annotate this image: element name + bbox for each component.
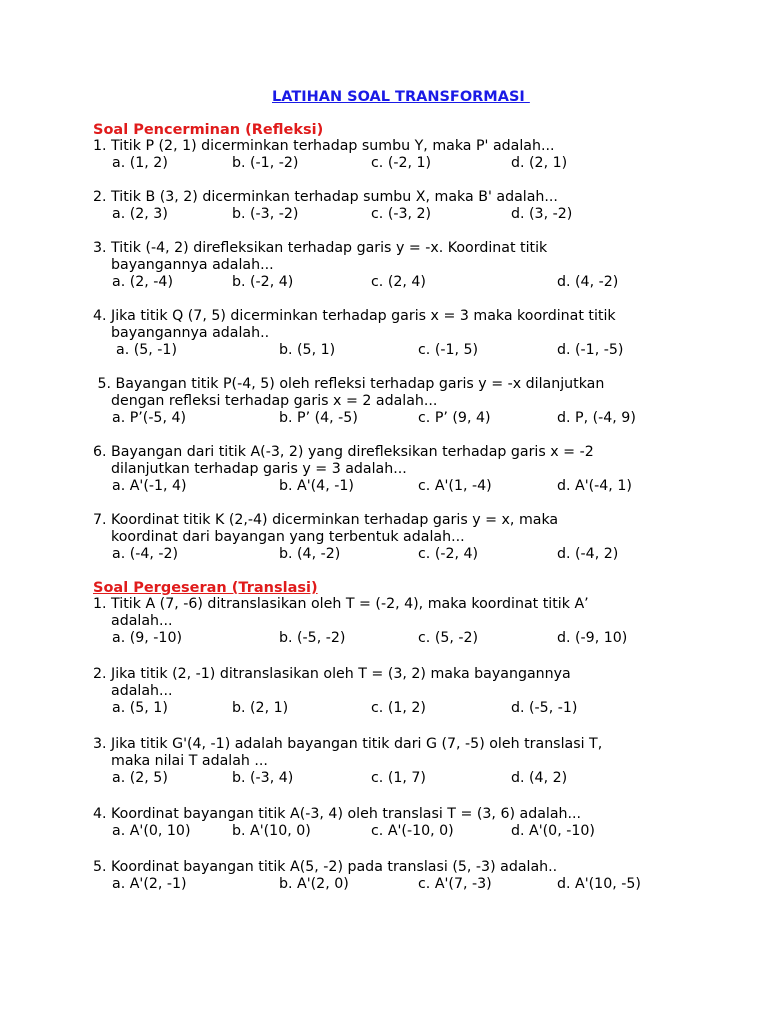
option-b: b. A'(4, -1) [279, 478, 354, 494]
question-text: 1. Titik P (2, 1) dicerminkan terhadap sumbu Y, maka P' adalah... [93, 138, 555, 154]
question-text-continued: adalah... [111, 613, 173, 629]
question-text-continued: bayangannya adalah.. [111, 325, 270, 341]
option-a: a. P’(-5, 4) [112, 410, 187, 426]
option-d: d. P, (-4, 9) [557, 410, 636, 426]
option-b: b. P’ (4, -5) [279, 410, 358, 426]
question-text: 3. Jika titik G'(4, -1) adalah bayangan titik dari G (7, -5) oleh translasi T, [93, 736, 603, 752]
option-a: a. (-4, -2) [112, 546, 179, 562]
option-c: c. (-1, 5) [418, 342, 479, 358]
answer-options [93, 155, 693, 172]
option-a: a. (2, -4) [112, 274, 173, 290]
option-c: c. (1, 2) [371, 700, 426, 716]
option-d: d. (-1, -5) [557, 342, 624, 358]
option-c: c. (1, 7) [371, 770, 426, 786]
option-c: c. (-2, 4) [418, 546, 479, 562]
option-b: b. (4, -2) [279, 546, 341, 562]
answer-options [93, 410, 693, 427]
option-b: b. (-1, -2) [232, 155, 299, 171]
option-c: c. (-3, 2) [371, 206, 432, 222]
option-b: b. A'(10, 0) [232, 823, 311, 839]
option-d: d. A'(-4, 1) [557, 478, 632, 494]
option-d: d. (4, -2) [557, 274, 619, 290]
question-refleksi-5 [93, 376, 693, 427]
question-refleksi-7 [93, 512, 693, 563]
option-c: c. (2, 4) [371, 274, 426, 290]
option-c: c. A'(-10, 0) [371, 823, 454, 839]
answer-options [93, 274, 693, 291]
option-b: b. (-3, 4) [232, 770, 294, 786]
section-heading-refleksi: Soal Pencerminan (Refleksi) [93, 122, 324, 138]
option-c: c. A'(7, -3) [418, 876, 492, 892]
answer-options [93, 342, 693, 359]
question-translasi-3 [93, 736, 693, 787]
question-translasi-4 [93, 806, 693, 840]
option-d: d. A'(0, -10) [511, 823, 595, 839]
answer-options [93, 876, 693, 893]
answer-options [93, 206, 693, 223]
question-text: 2. Titik B (3, 2) dicerminkan terhadap sumbu X, maka B' adalah... [93, 189, 558, 205]
question-text-continued: dilanjutkan terhadap garis y = 3 adalah... [111, 461, 407, 477]
question-text: 6. Bayangan dari titik A(-3, 2) yang direfleksikan terhadap garis x = -2 [93, 444, 594, 460]
option-c: c. (5, -2) [418, 630, 479, 646]
answer-options [93, 478, 693, 495]
question-text-continued: dengan refleksi terhadap garis x = 2 adalah... [111, 393, 438, 409]
question-text-continued: adalah... [111, 683, 173, 699]
answer-options [93, 630, 693, 647]
option-d: d. (3, -2) [511, 206, 573, 222]
option-c: c. P’ (9, 4) [418, 410, 491, 426]
question-text-continued: bayangannya adalah... [111, 257, 274, 273]
question-text: 3. Titik (-4, 2) direfleksikan terhadap garis y = -x. Koordinat titik [93, 240, 548, 256]
option-b: b. (5, 1) [279, 342, 336, 358]
option-a: a. (2, 3) [112, 206, 168, 222]
option-b: b. (2, 1) [232, 700, 289, 716]
option-d: d. A'(10, -5) [557, 876, 641, 892]
answer-options [93, 700, 693, 717]
question-text-continued: maka nilai T adalah ... [111, 753, 268, 769]
option-d: d. (-5, -1) [511, 700, 578, 716]
option-b: b. (-2, 4) [232, 274, 294, 290]
option-a: a. (5, -1) [116, 342, 177, 358]
option-d: d. (-9, 10) [557, 630, 628, 646]
question-text: 4. Koordinat bayangan titik A(-3, 4) oleh translasi T = (3, 6) adalah... [93, 806, 582, 822]
question-text: 2. Jika titik (2, -1) ditranslasikan oleh T = (3, 2) maka bayangannya [93, 666, 571, 682]
question-text: 4. Jika titik Q (7, 5) dicerminkan terhadap garis x = 3 maka koordinat titik [93, 308, 616, 324]
section-heading-translasi: Soal Pergeseran (Translasi) [93, 580, 318, 596]
question-refleksi-6 [93, 444, 693, 495]
question-text: 7. Koordinat titik K (2,-4) dicerminkan terhadap garis y = x, maka [93, 512, 559, 528]
option-b: b. (-5, -2) [279, 630, 346, 646]
question-refleksi-4 [93, 308, 693, 359]
option-a: a. (1, 2) [112, 155, 168, 171]
question-refleksi-1 [93, 138, 693, 172]
option-a: a. (9, -10) [112, 630, 183, 646]
question-text-continued: koordinat dari bayangan yang terbentuk adalah... [111, 529, 465, 545]
document-title: LATIHAN SOAL TRANSFORMASI [272, 89, 530, 105]
option-a: a. (2, 5) [112, 770, 168, 786]
question-translasi-2 [93, 666, 693, 717]
option-d: d. (-4, 2) [557, 546, 619, 562]
question-refleksi-2 [93, 189, 693, 223]
option-b: b. A'(2, 0) [279, 876, 349, 892]
question-translasi-1 [93, 596, 693, 647]
question-translasi-5 [93, 859, 693, 893]
question-text: 5. Bayangan titik P(-4, 5) oleh refleksi terhadap garis y = -x dilanjutkan [93, 376, 605, 392]
option-d: d. (4, 2) [511, 770, 568, 786]
option-b: b. (-3, -2) [232, 206, 299, 222]
option-c: c. (-2, 1) [371, 155, 432, 171]
option-d: d. (2, 1) [511, 155, 568, 171]
answer-options [93, 823, 693, 840]
question-refleksi-3 [93, 240, 693, 291]
option-c: c. A'(1, -4) [418, 478, 492, 494]
question-text: 5. Koordinat bayangan titik A(5, -2) pada translasi (5, -3) adalah.. [93, 859, 558, 875]
option-a: a. A'(2, -1) [112, 876, 187, 892]
question-text: 1. Titik A (7, -6) ditranslasikan oleh T = (-2, 4), maka koordinat titik A’ [93, 596, 589, 612]
option-a: a. (5, 1) [112, 700, 168, 716]
answer-options [93, 546, 693, 563]
answer-options [93, 770, 693, 787]
option-a: a. A'(0, 10) [112, 823, 191, 839]
option-a: a. A'(-1, 4) [112, 478, 187, 494]
